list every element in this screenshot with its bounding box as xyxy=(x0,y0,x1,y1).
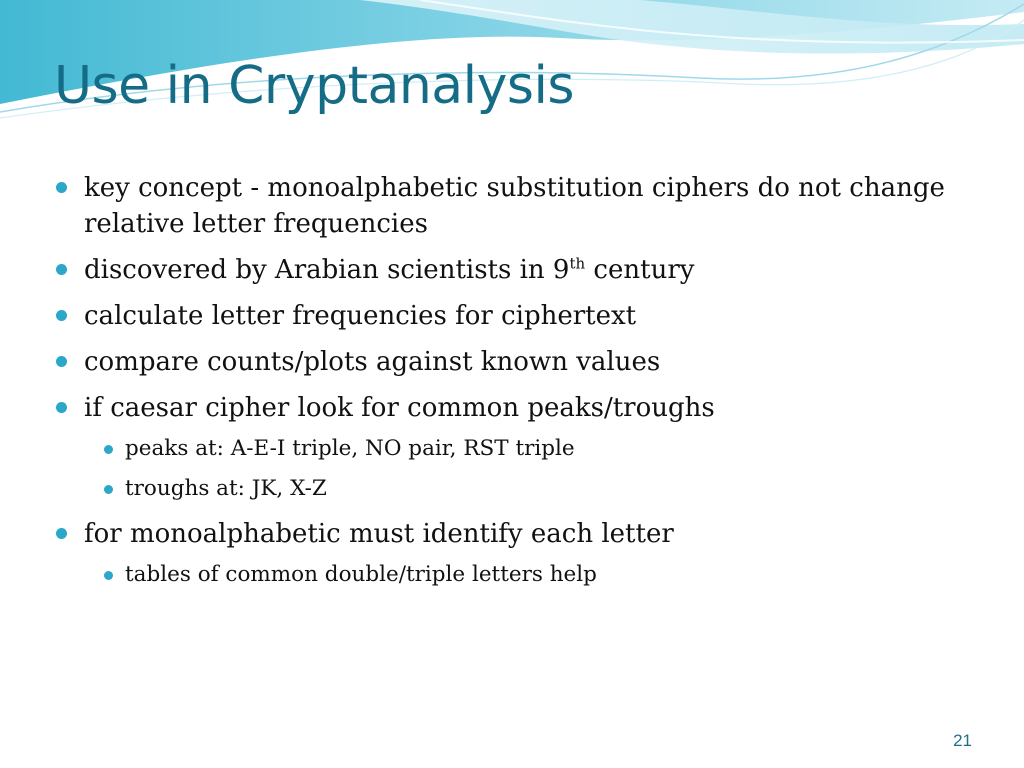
bullet-text-tail: century xyxy=(585,255,695,285)
bullet-text xyxy=(84,255,694,285)
bullet-icon xyxy=(56,528,67,539)
list-item xyxy=(56,344,986,380)
bullet-text: key concept - monoalphabetic substitution ciphers do not change relative letter frequencies xyxy=(84,173,945,239)
list-item xyxy=(56,170,986,242)
bullet-icon xyxy=(56,356,67,367)
sub-bullet-text: peaks at: A-E-I triple, NO pair, RST triple xyxy=(125,436,575,461)
sub-bullet-text: troughs at: JK, X-Z xyxy=(125,476,327,501)
list-item xyxy=(56,252,986,288)
sub-bullet-text: tables of common double/triple letters help xyxy=(125,562,597,587)
sub-bullet-icon xyxy=(104,571,113,580)
page-title: Use in Cryptanalysis xyxy=(54,56,575,116)
bullet-text-main: discovered by Arabian scientists in 9 xyxy=(84,255,570,285)
bullet-text: if caesar cipher look for common peaks/troughs xyxy=(84,393,715,423)
sub-bullet-icon xyxy=(104,485,113,494)
list-item xyxy=(56,298,986,334)
bullet-text: compare counts/plots against known values xyxy=(84,347,661,377)
sub-list-item xyxy=(104,434,986,464)
superscript-ordinal: th xyxy=(569,254,586,273)
sub-list-item xyxy=(104,560,986,590)
bullet-text: for monoalphabetic must identify each letter xyxy=(84,519,674,549)
sub-list-item xyxy=(104,474,986,504)
bullet-icon xyxy=(56,402,67,413)
list-item xyxy=(56,516,986,552)
bullet-icon xyxy=(56,310,67,321)
page-number: 21 xyxy=(953,731,972,750)
bullet-icon xyxy=(56,264,67,275)
bullet-list xyxy=(56,170,986,602)
sub-bullet-icon xyxy=(104,445,113,454)
list-item xyxy=(56,390,986,426)
bullet-text: calculate letter frequencies for ciphertext xyxy=(84,301,637,331)
bullet-icon xyxy=(56,182,67,193)
